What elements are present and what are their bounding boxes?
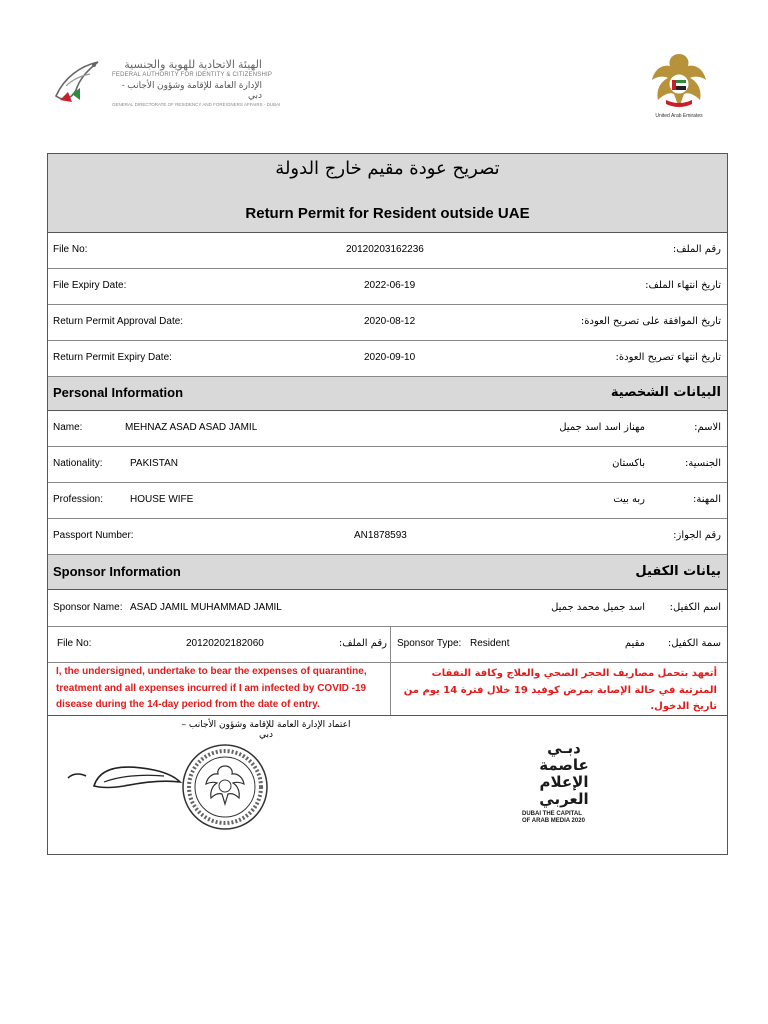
passport-value: AN1878593 (354, 530, 407, 541)
approval-date-value: 2020-08-12 (364, 316, 416, 327)
file-expiry-value: 2022-06-19 (364, 280, 416, 291)
profession-row (48, 483, 727, 519)
passport-row (48, 519, 727, 555)
official-stamp-icon (180, 742, 270, 832)
sponsor-file-row (48, 627, 727, 663)
approval-date-row (48, 305, 727, 341)
eagle-emblem-icon (648, 50, 710, 112)
approval-date-label: Return Permit Approval Date: (53, 316, 184, 327)
approval-date-label-ar: تاريخ الموافقة على تصريح العودة: (580, 316, 721, 327)
name-label: Name: (53, 422, 83, 433)
sponsor-type-label: Sponsor Type: (397, 638, 462, 649)
federal-authority-logo (50, 52, 290, 112)
sponsor-name-value-ar: اسد جميل محمد جميل (551, 602, 645, 613)
passport-label: Passport Number: (53, 530, 134, 541)
file-no-row (48, 233, 727, 269)
column-divider (390, 627, 391, 662)
column-divider (390, 663, 391, 715)
media-logo-en-2: OF ARAB MEDIA 2020 (522, 818, 585, 824)
sponsor-type-label-ar: سمة الكفيل: (667, 638, 721, 649)
file-no-value: 20120203162236 (346, 244, 424, 255)
sponsor-file-no-label-ar: رقم الملف: (338, 638, 387, 649)
media-logo-line-4: العربي (539, 790, 589, 808)
sponsor-name-label: Sponsor Name: (53, 602, 123, 613)
media-logo-line-1: دبـي (547, 739, 581, 757)
profession-value: HOUSE WIFE (130, 494, 194, 505)
undertaking-text-ar: أتعهد بتحمل مصاريف الحجر الصحي والعلاج وكافة النفقات المترتبة في حالة الإصابة بمرض كوفيد 19 خلال فترة 14 يوم من تاريخ الدخول. (403, 668, 717, 712)
media-logo-en-1: DUBAI THE CAPITAL (522, 811, 582, 817)
file-no-label-ar: رقم الملف: (672, 244, 721, 255)
sponsor-name-label-ar: اسم الكفيل: (669, 602, 721, 613)
approval-area (48, 716, 727, 854)
personal-info-section (48, 377, 727, 411)
passport-label-ar: رقم الجواز: (673, 530, 721, 541)
file-expiry-label-ar: تاريخ انتهاء الملف: (645, 280, 721, 291)
authority-name-en: FEDERAL AUTHORITY FOR IDENTITY & CITIZENSHIP (112, 72, 273, 78)
personal-info-title: Personal Information (53, 385, 184, 400)
sponsor-info-section (48, 555, 727, 590)
emblem-caption: United Arab Emirates (655, 113, 703, 119)
nationality-row (48, 447, 727, 483)
expiry-date-row (48, 341, 727, 377)
nationality-value: PAKISTAN (130, 458, 178, 469)
document-header (48, 154, 727, 233)
permit-document (47, 153, 728, 855)
profession-value-ar: ربه بيت (613, 494, 645, 505)
falcon-logo-icon (50, 56, 104, 108)
file-expiry-label: File Expiry Date: (53, 280, 127, 291)
sponsor-file-no-label: File No: (57, 638, 92, 649)
uae-emblem (648, 50, 710, 122)
sponsor-info-title-ar: بيانات الكفيل (635, 564, 721, 579)
signature-icon (64, 760, 184, 800)
name-label-ar: الاسم: (694, 422, 721, 433)
dubai-media-capital-logo (522, 740, 606, 830)
expiry-date-label-ar: تاريخ انتهاء تصريح العودة: (615, 352, 721, 363)
authority-name-ar: الهيئة الاتحادية للهوية والجنسية (124, 59, 262, 71)
name-row (48, 411, 727, 447)
sponsor-type-value: Resident (470, 638, 510, 649)
expiry-date-label: Return Permit Expiry Date: (53, 352, 172, 363)
title-ar: تصريح عودة مقيم خارج الدولة (275, 158, 500, 179)
directorate-name-en: GENERAL DIRECTORATE OF RESIDENCY AND FOREIGNERS AFFAIRS - DUBAI (112, 102, 281, 107)
personal-info-title-ar: البيانات الشخصية (610, 385, 721, 400)
nationality-label-ar: الجنسية: (685, 458, 721, 469)
title-en: Return Permit for Resident outside UAE (245, 205, 530, 222)
profession-label: Profession: (53, 494, 104, 505)
sponsor-name-value: ASAD JAMIL MUHAMMAD JAMIL (130, 602, 282, 613)
sponsor-file-no-value: 20120202182060 (186, 638, 264, 649)
undertaking-text-en: I, the undersigned, undertake to bear the expenses of quarantine, treatment and all expenses incurred if I am infected by COVID -19 disease during the 14-day period from the date of entry. (56, 666, 367, 710)
file-expiry-row (48, 269, 727, 305)
covid-undertaking-row (48, 663, 727, 716)
sponsor-type-value-ar: مقيم (624, 638, 645, 649)
name-value-ar: مهناز اسد اسد جميل (559, 422, 645, 433)
media-logo-line-2: عاصمة (539, 756, 589, 774)
nationality-label: Nationality: (53, 458, 103, 469)
nationality-value-ar: باكستان (612, 458, 645, 469)
file-no-label: File No: (53, 244, 88, 255)
name-value: MEHNAZ ASAD ASAD JAMIL (125, 422, 258, 433)
profession-label-ar: المهنة: (693, 494, 721, 505)
media-logo-line-3: الإعلام (539, 773, 589, 791)
directorate-name-ar: الإدارة العامة للإقامة وشؤون الأجانب - دبي (121, 80, 262, 100)
approval-note-ar: اعتماد الإدارة العامة للإقامة وشؤون الأجانب – دبي (181, 720, 351, 740)
sponsor-info-title: Sponsor Information (53, 564, 181, 579)
sponsor-name-row (48, 590, 727, 627)
expiry-date-value: 2020-09-10 (364, 352, 416, 363)
